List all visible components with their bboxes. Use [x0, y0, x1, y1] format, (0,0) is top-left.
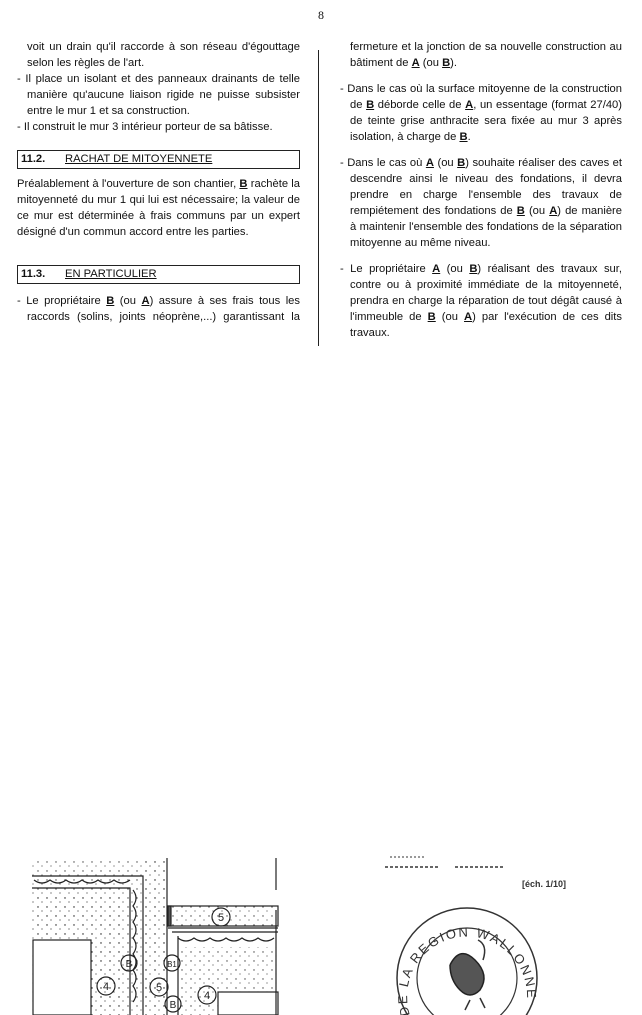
text-run: ).	[450, 57, 457, 69]
text-run: - Dans le cas où la surface mitoyenne de la construction de	[340, 83, 622, 111]
section-number: 11.2.	[21, 153, 46, 165]
text-run: ) assure à ses frais tous les raccords (solins, joints néoprène,...) garantissant la	[27, 295, 300, 323]
text-run: (ou	[440, 263, 470, 275]
party-label: A	[141, 295, 150, 307]
bullet-item	[17, 119, 300, 135]
text-run: (ou	[435, 311, 465, 323]
party-label: B	[366, 99, 375, 111]
text-run: (ou	[419, 57, 443, 69]
construction-detail-drawing	[0, 850, 642, 1015]
drawing-label: B	[125, 959, 133, 970]
bullet-item	[17, 71, 300, 119]
party-label: A	[425, 157, 434, 169]
text-run: voit un drain qu'il raccorde à son réseau d'égouttage selon les règles de l'art.	[27, 41, 300, 69]
paragraph	[17, 176, 300, 240]
text-run: (ou	[524, 205, 550, 217]
text-run: - Il place un isolant et des panneaux drainants de telle manière qu'aucune liaison rigide ne puisse subsister entre le mur 1 et sa construction.	[17, 73, 300, 117]
section-number: 11.3.	[21, 268, 46, 280]
column-divider	[318, 50, 319, 346]
text-run: ) réalisant des travaux sur, contre ou à proximité immédiate de la mitoyenneté, prendra en charge la réparation de tout dégât causé à l'immeuble de	[350, 263, 622, 323]
text-run: - Dans le cas où	[340, 157, 426, 169]
drawing-label: 5	[155, 982, 163, 994]
party-label: B	[457, 157, 466, 169]
party-label: B	[106, 295, 115, 307]
party-label: B	[239, 178, 248, 190]
text-run: .	[467, 131, 471, 143]
page-number: 8	[318, 8, 324, 22]
section-heading-11-2	[17, 150, 300, 169]
scale-label: [éch. 1/10]	[522, 879, 567, 889]
text-run: Préalablement à l'ouverture de son chantier,	[17, 178, 240, 190]
party-label: B	[459, 131, 468, 143]
right-column	[340, 39, 622, 341]
left-column	[17, 39, 300, 325]
drawing-label: B	[169, 1000, 177, 1011]
text-run: ) de manière à maintenir l'ensemble des fondations de la séparation mitoyenne au même niveau.	[350, 205, 622, 249]
party-label: A	[549, 205, 558, 217]
section-title: EN PARTICULIER	[65, 268, 157, 280]
section-title: RACHAT DE MITOYENNETE	[65, 153, 213, 165]
text-run: ) par l'exécution de ces dits travaux.	[350, 311, 622, 339]
drawing-label: 4	[203, 990, 211, 1002]
section-heading-11-3	[17, 265, 300, 284]
bullet-item	[17, 293, 300, 325]
stamp-text: DE LA REGION WALLONNE	[394, 924, 540, 1015]
party-label: A	[465, 99, 474, 111]
text-run: (ou	[433, 157, 458, 169]
text-run: fermeture et la jonction de sa nouvelle construction au bâtiment de	[350, 41, 622, 69]
party-label: B	[516, 205, 525, 217]
bullet-item	[340, 155, 622, 251]
bullet-item	[340, 81, 622, 145]
paragraph	[17, 39, 300, 71]
text-run: ) souhaite réaliser des caves et descendre ainsi le niveau des fondations, il devra prendre en charge l'ensemble des travaux de rempiétement des fondations de	[350, 157, 623, 217]
party-label: A	[464, 311, 473, 323]
text-run: , un essentage (format 27/40) de teinte grise anthracite sera fixée au mur 3 après isolation, à charge de	[350, 99, 622, 143]
drawing-label: 5	[217, 912, 225, 924]
drawing-label: 4	[102, 981, 110, 993]
party-label: B	[427, 311, 436, 323]
party-label: B	[469, 263, 478, 275]
text-run: rachète la mitoyenneté du mur 1 qui lui est nécessaire; la valeur de ce mur est déterminée à frais communs par un expert désigné d'un commun accord entre les parties.	[17, 178, 301, 238]
text-run: (ou	[114, 295, 142, 307]
text-run: déborde celle de	[374, 99, 466, 111]
text-run: - Il construit le mur 3 intérieur porteur de sa bâtisse.	[17, 121, 273, 133]
party-label: A	[411, 57, 420, 69]
text-run: - Le propriétaire	[17, 295, 107, 307]
party-label: B	[442, 57, 451, 69]
paragraph	[340, 39, 622, 71]
text-run: - Le propriétaire	[340, 263, 433, 275]
party-label: A	[432, 263, 441, 275]
drawing-label: B1	[167, 960, 177, 969]
bullet-item	[340, 261, 622, 341]
